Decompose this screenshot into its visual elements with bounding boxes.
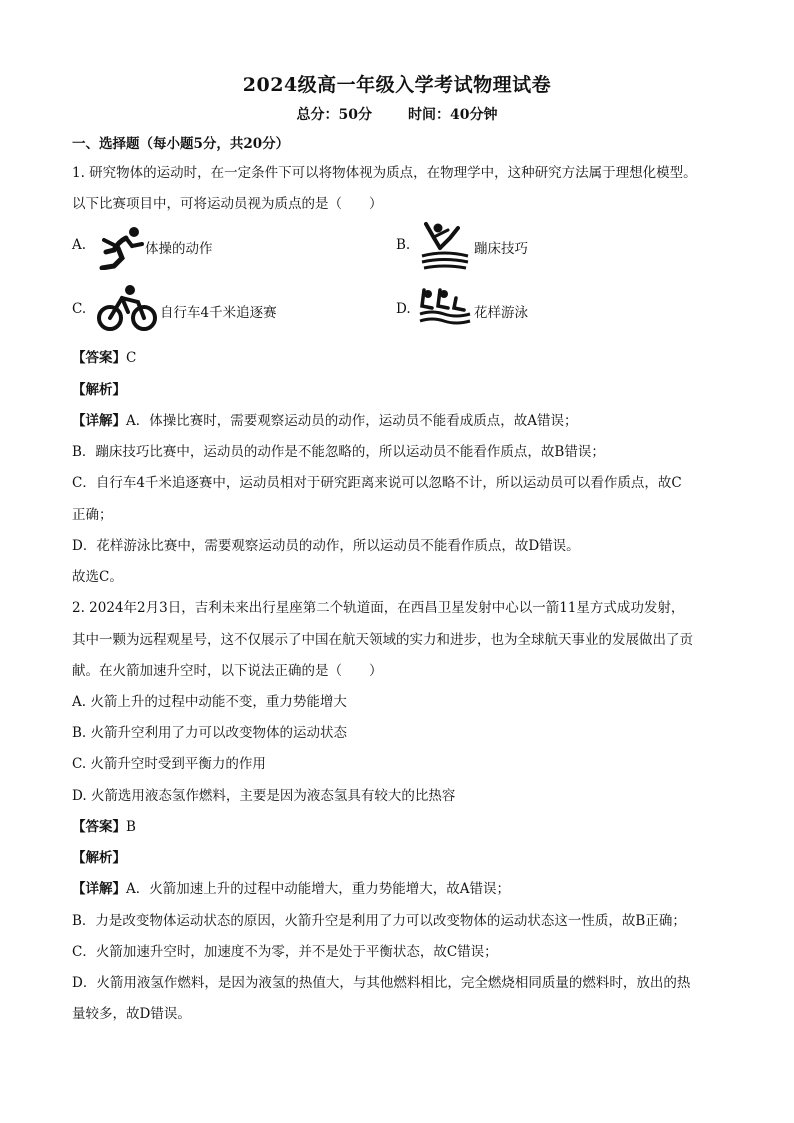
exam-meta <box>0 104 794 124</box>
q1-option-c-text: 自行车4千米追逐赛 <box>160 305 277 321</box>
total-score: 总分：50分 <box>296 107 372 123</box>
q2-option-a: A. 火箭上升的过程中动能不变，重力势能增大 <box>72 694 347 710</box>
q1-detail-line-4: 正确； <box>72 507 113 523</box>
cycling-icon <box>96 284 158 332</box>
q2-option-b: B. 火箭升空利用了力可以改变物体的运动状态 <box>72 725 348 741</box>
q2-detail-line-1: 【详解】A．火箭加速上升的过程中动能增大，重力势能增大，故A错误； <box>72 881 510 897</box>
q2-option-d: D. 火箭选用液态氢作燃料，主要是因为液态氢具有较大的比热容 <box>72 788 456 804</box>
q2-stem-line-3: 献。在火箭加速升空时，以下说法正确的是（ ） <box>72 663 383 679</box>
q1-option-d-text: 花样游泳 <box>474 305 528 321</box>
synchronized-swimming-icon <box>418 286 472 326</box>
q1-detail-line-2: B．蹦床技巧比赛中，运动员的动作是不能忽略的，所以运动员不能看作质点，故B错误； <box>72 444 605 460</box>
q1-option-d-letter: D. <box>396 301 411 317</box>
q1-stem-line-2: 以下比赛项目中，可将运动员视为质点的是（ ） <box>72 196 383 212</box>
q2-analysis-label: 【解析】 <box>72 850 126 866</box>
q2-detail-line-3: C．火箭加速升空时，加速度不为零，并不是处于平衡状态，故C错误； <box>72 944 498 960</box>
q2-answer-value: B <box>126 819 136 835</box>
q1-option-b-letter: B. <box>396 237 411 253</box>
trampoline-icon <box>418 220 472 274</box>
page-title: 2024级高一年级入学考试物理试卷 <box>242 74 552 96</box>
q1-analysis-label: 【解析】 <box>72 382 126 398</box>
q1-answer-value: C <box>126 350 137 366</box>
section-heading: 一、选择题（每小题5分，共20分） <box>72 136 290 152</box>
q2-option-c: C. 火箭升空时受到平衡力的作用 <box>72 756 266 772</box>
q1-answer: 【答案】C <box>72 350 137 366</box>
gymnastics-icon <box>96 224 146 270</box>
q2-detail-line-4: D．火箭用液氢作燃料，是因为液氢的热值大，与其他燃料相比，完全燃烧相同质量的燃料时，放出的热 <box>72 975 691 991</box>
q1-conclusion: 故选C。 <box>72 569 123 585</box>
q1-option-a-letter: A. <box>72 237 87 253</box>
q1-detail-line-3: C．自行车4千米追逐赛中，运动员相对于研究距离来说可以忽略不计，所以运动员可以看作质点，故C <box>72 475 682 491</box>
q2-detail-line-2: B．力是改变物体运动状态的原因，火箭升空是利用了力可以改变物体的运动状态这一性质，故B正确； <box>72 913 686 929</box>
time-limit: 时间：40分钟 <box>408 107 498 123</box>
q2-answer: 【答案】B <box>72 819 136 835</box>
q1-option-a-text: 体操的动作 <box>145 241 213 257</box>
q1-detail-line-5: D．花样游泳比赛中，需要观察运动员的动作，所以运动员不能看作质点，故D错误。 <box>72 538 580 554</box>
q1-option-c-letter: C. <box>72 301 87 317</box>
q1-detail-line-1: 【详解】A．体操比赛时，需要观察运动员的动作，运动员不能看成质点，故A错误； <box>72 413 578 429</box>
q2-stem-line-1: 2. 2024年2月3日，吉利未来出行星座第二个轨道面，在西昌卫星发射中心以一箭11星方式成功发射， <box>72 600 685 616</box>
q1-option-b-text: 蹦床技巧 <box>474 241 528 257</box>
q2-detail-line-5: 量较多，故D错误。 <box>72 1006 191 1022</box>
q2-stem-line-2: 其中一颗为远程观星号，这不仅展示了中国在航天领域的实力和进步，也为全球航天事业的发展做出了贡 <box>72 632 693 648</box>
q1-stem-line-1: 1. 研究物体的运动时，在一定条件下可以将物体视为质点，在物理学中，这种研究方法属于理想化模型。 <box>72 165 697 181</box>
